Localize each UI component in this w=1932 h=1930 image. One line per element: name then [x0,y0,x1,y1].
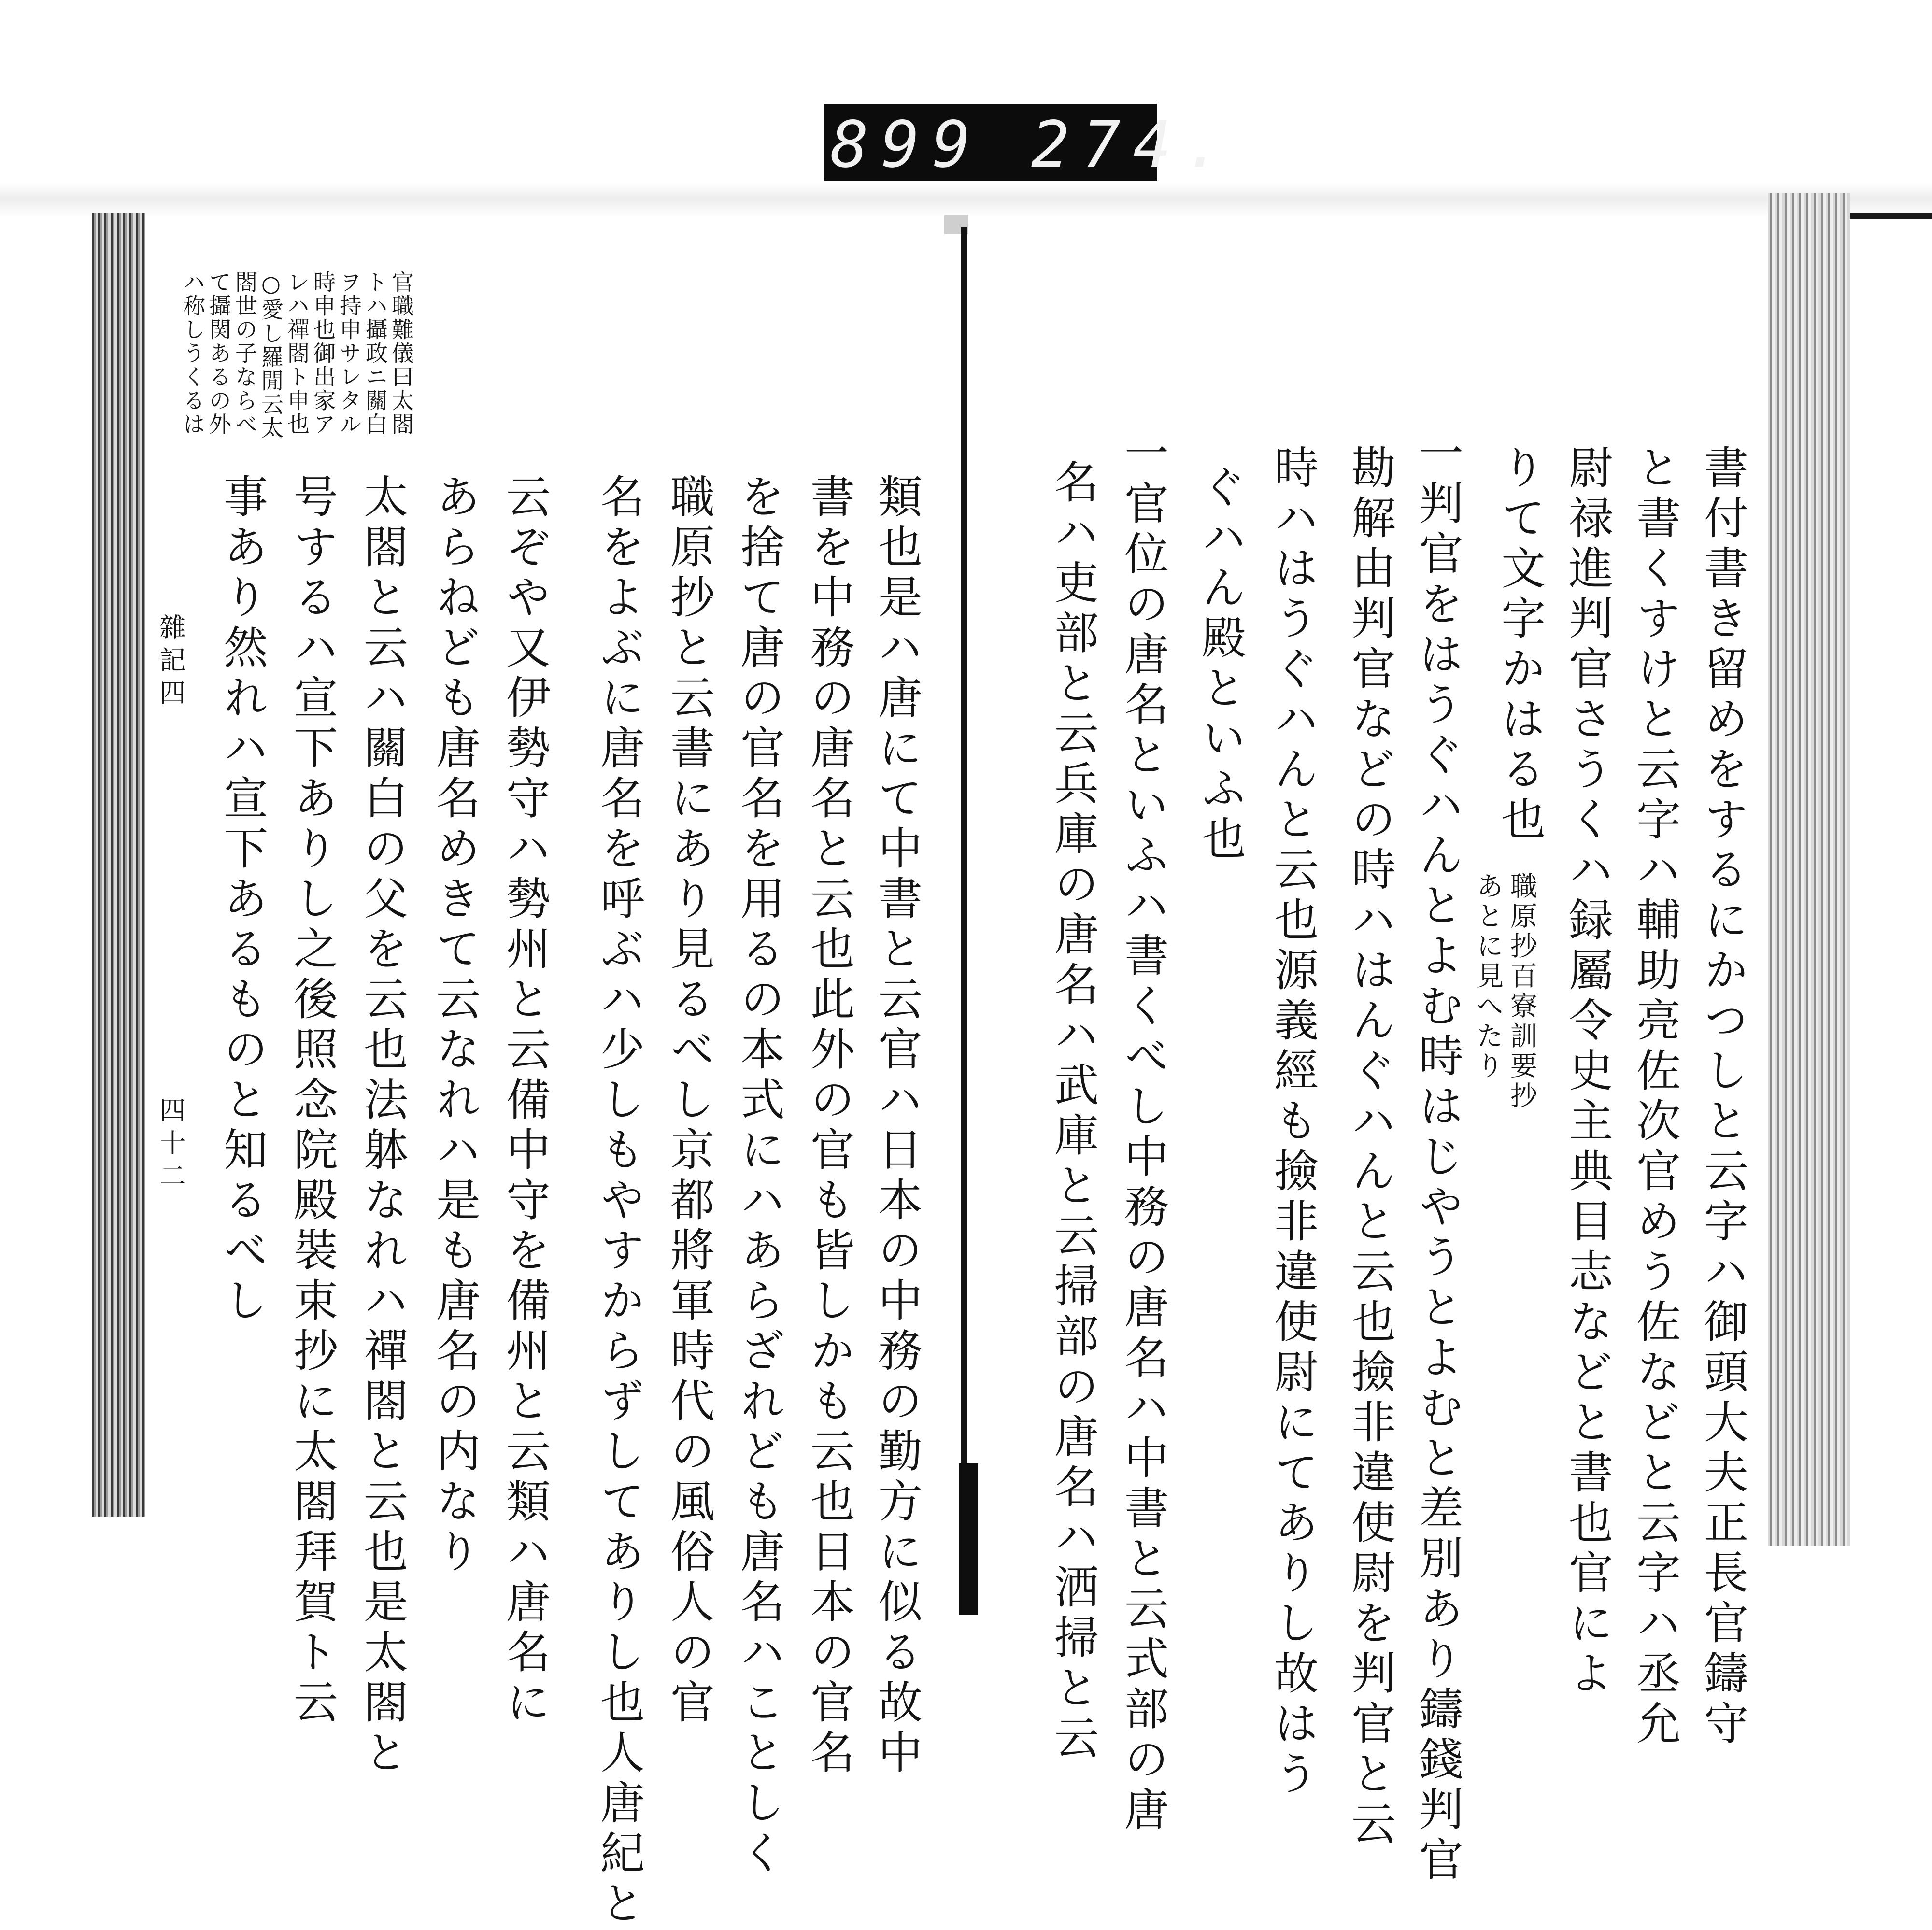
header-note-line-8: て攝関あるの外 [206,270,232,436]
right-page-edge [1768,193,1850,1546]
header-note-line-2: トハ攝政ニ關白 [362,270,388,436]
left-text-column-1: 類也是ハ唐にて中書と云官ハ日本の中務の勤方に似る故中 [871,473,923,1779]
left-page-edge [92,213,145,1517]
page-top-band [0,184,1932,217]
left-text-column-6: 云ぞや又伊勢守ハ勢州と云備中守を備州と云類ハ唐名に [499,473,551,1729]
right-text-column-2: と書くすけと云字ハ輔助亮佐次官めう佐などと云字ハ丞允 [1629,444,1681,1750]
left-text-column-9: 号するハ宣下ありし之後照念院殿裝束抄に太閤拜賀ト云 [286,473,338,1729]
right-text-column-9: 一官位の唐名といふハ書くべし中務の唐名ハ中書と云式部の唐 [1117,430,1169,1836]
left-text-column-5: 名をよぶに唐名を呼ぶハ少しもやすからずしてありし也人唐紀と [593,473,645,1930]
left-text-column-8: 太閤と云ハ關白の父を云也法躰なれハ禪閤と云也是太閤と [356,473,408,1779]
right-text-column-1: 書付書き留めをするにかつしと云字ハ御頭大夫正長官鑄守 [1697,444,1748,1750]
left-text-column-4: 職原抄と云書にあり見るべし京都將軍時代の風俗人の官 [663,473,715,1729]
left-text-column-10: 事あり然れハ宣下あるものと知るべし [216,473,268,1327]
right-text-column-3: 尉禄進判官さうくハ録屬令史主典目志などと書也官によ [1562,444,1613,1700]
right-text-column-7: 時ハはうぐハんと云也源義經も撿非違使尉にてありし故はう [1267,444,1319,1801]
left-text-column-2: 書を中務の唐名と云也此外の官も皆しかも云也日本の官名 [803,473,855,1779]
header-note-line-4: 時申也御出家ア [310,270,336,436]
citation-line-1: 職原抄百寮訓要抄 [1506,872,1537,1111]
citation-line-2: あとに見へたり [1472,872,1504,1081]
right-text-column-8: ぐハん殿といふ也 [1194,464,1246,866]
right-text-column-10: 名ハ吏部と云兵庫の唐名ハ武庫と云掃部の唐名ハ洒掃と云 [1047,459,1099,1765]
header-note-line-1: 官職難儀曰太閤 [388,270,414,436]
header-note-line-7: 閤世の子ならべ [232,270,258,436]
header-note-line-3: ヲ持申サレタル [336,270,362,436]
right-text-column-5: 一判官をはうぐハんとよむ時はじやうとよむと差別あり鑄錢判官 [1412,430,1463,1887]
right-text-column-4: りて文字かはる也 [1494,444,1546,846]
header-note-line-5: レハ禪閤ト申也 [284,270,310,436]
header-note-line-9: ハ称しうくるは [180,270,206,436]
right-cover-edge [1850,213,1932,219]
right-text-column-6: 勘解由判官などの時ハはんぐハんと云也撿非違使尉を判官と云 [1344,444,1396,1851]
left-text-column-7: あらねども唐名めきて云なれハ是も唐名の内なり [429,473,481,1578]
left-text-column-3: を捨て唐の官名を用るの本式にハあらざれども唐名ハことしく [733,473,785,1880]
header-note-line-6: ○愛し羅閒云太 [258,270,284,440]
book-gutter-bottom [959,1463,978,1615]
frame-number-right: 274. [1031,108,1235,182]
page-number: 四十二 [156,1096,186,1195]
frame-counter-label [824,104,1235,182]
running-head: 雜記四 [156,613,186,712]
book-gutter [961,227,967,1468]
frame-number-left: 899 [830,108,983,182]
